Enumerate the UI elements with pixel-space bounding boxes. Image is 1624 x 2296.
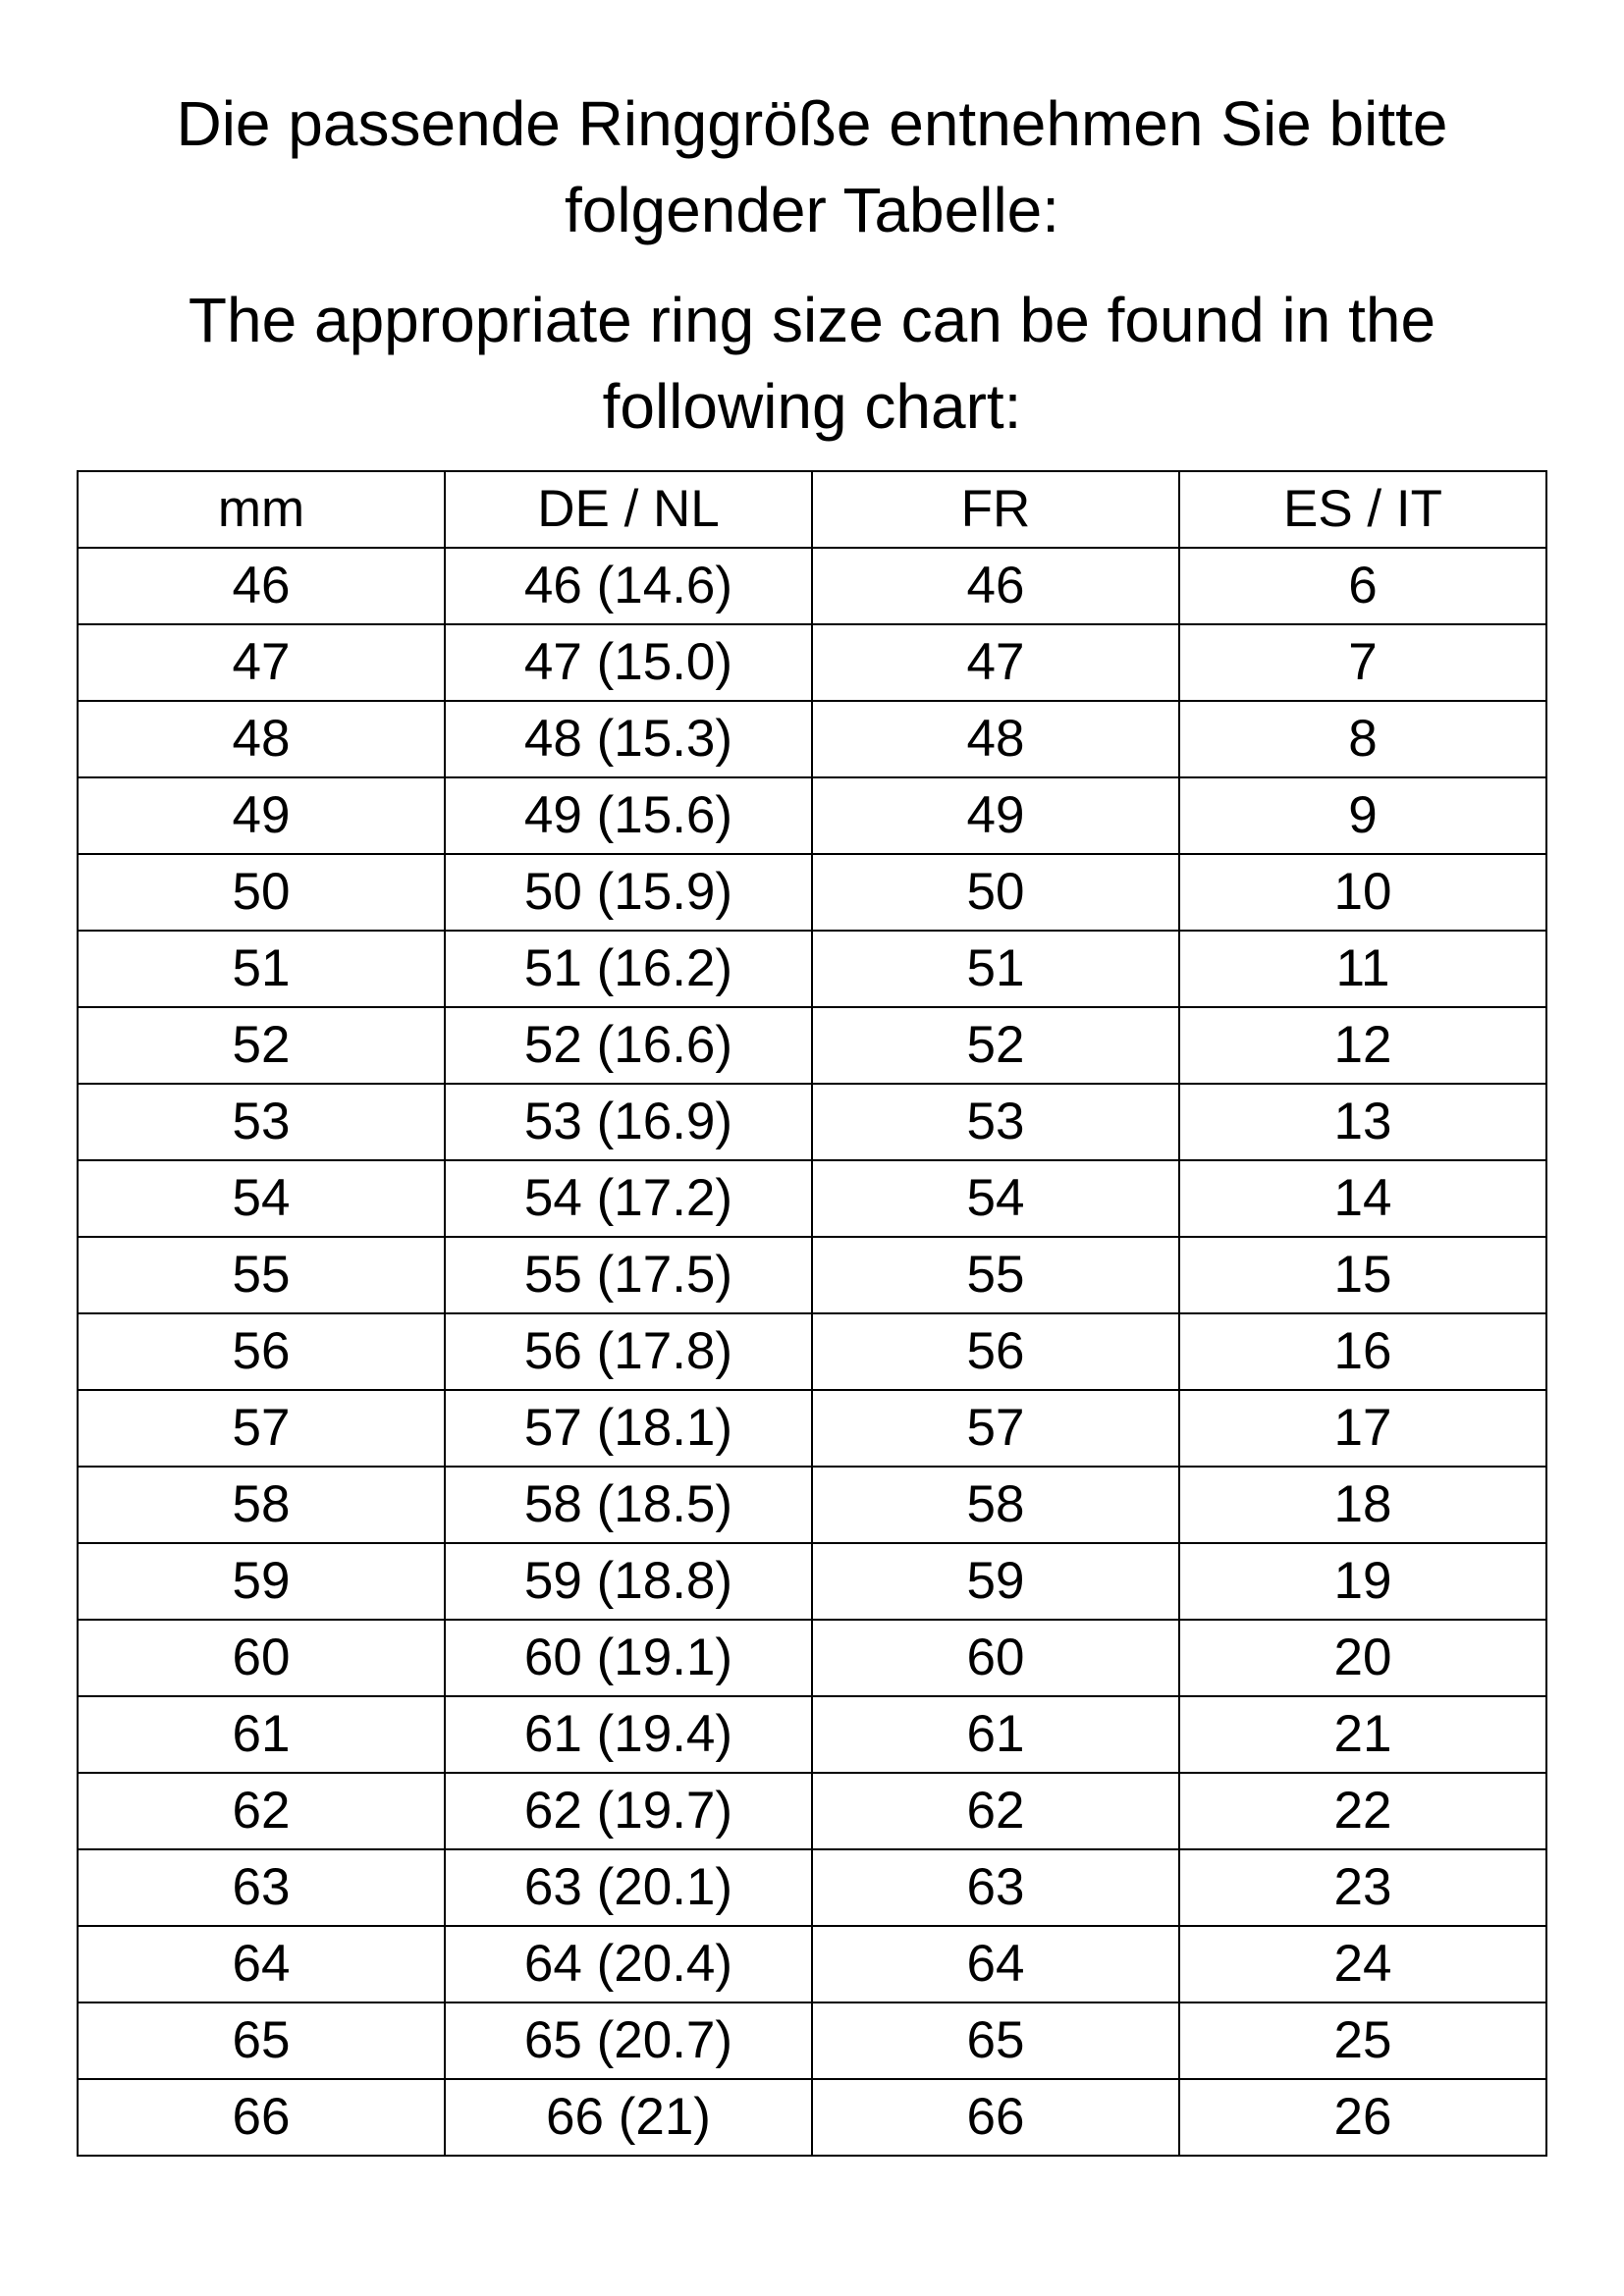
cell-es-it: 16 — [1179, 1313, 1546, 1390]
cell-fr: 55 — [812, 1237, 1179, 1313]
table-row — [78, 931, 1546, 1007]
cell-fr: 58 — [812, 1467, 1179, 1543]
table-row — [78, 1390, 1546, 1467]
cell-es-it: 21 — [1179, 1696, 1546, 1773]
cell-mm: 47 — [78, 624, 445, 701]
cell-es-it: 18 — [1179, 1467, 1546, 1543]
table-row — [78, 1467, 1546, 1543]
cell-es-it: 12 — [1179, 1007, 1546, 1084]
cell-es-it: 25 — [1179, 2002, 1546, 2079]
heading-english-line-2: following chart: — [602, 371, 1022, 442]
cell-de-nl: 60 (19.1) — [445, 1620, 812, 1696]
cell-fr: 66 — [812, 2079, 1179, 2156]
heading-german-line-1: Die passende Ringgröße entnehmen Sie bitte — [176, 88, 1448, 159]
table-row — [78, 777, 1546, 854]
cell-mm: 53 — [78, 1084, 445, 1160]
cell-fr: 52 — [812, 1007, 1179, 1084]
cell-fr: 53 — [812, 1084, 1179, 1160]
table-body — [78, 548, 1546, 2156]
cell-mm: 52 — [78, 1007, 445, 1084]
cell-mm: 65 — [78, 2002, 445, 2079]
cell-mm: 63 — [78, 1849, 445, 1926]
cell-mm: 51 — [78, 931, 445, 1007]
cell-mm: 54 — [78, 1160, 445, 1237]
table-row — [78, 1160, 1546, 1237]
cell-es-it: 26 — [1179, 2079, 1546, 2156]
cell-mm: 66 — [78, 2079, 445, 2156]
cell-fr: 59 — [812, 1543, 1179, 1620]
table-row — [78, 548, 1546, 624]
cell-es-it: 15 — [1179, 1237, 1546, 1313]
table-row — [78, 854, 1546, 931]
heading-german-line-2: folgender Tabelle: — [564, 175, 1060, 245]
table-row — [78, 1237, 1546, 1313]
cell-de-nl: 59 (18.8) — [445, 1543, 812, 1620]
heading-german — [0, 80, 1624, 253]
cell-de-nl: 52 (16.6) — [445, 1007, 812, 1084]
cell-de-nl: 58 (18.5) — [445, 1467, 812, 1543]
cell-fr: 65 — [812, 2002, 1179, 2079]
cell-es-it: 9 — [1179, 777, 1546, 854]
cell-mm: 62 — [78, 1773, 445, 1849]
cell-de-nl: 51 (16.2) — [445, 931, 812, 1007]
cell-fr: 46 — [812, 548, 1179, 624]
cell-fr: 60 — [812, 1620, 1179, 1696]
cell-fr: 61 — [812, 1696, 1179, 1773]
cell-es-it: 11 — [1179, 931, 1546, 1007]
ring-size-table — [77, 470, 1547, 2157]
cell-mm: 61 — [78, 1696, 445, 1773]
cell-es-it: 8 — [1179, 701, 1546, 777]
table-row — [78, 2002, 1546, 2079]
header-de-nl: DE / NL — [445, 471, 812, 548]
cell-de-nl: 57 (18.1) — [445, 1390, 812, 1467]
table-row — [78, 2079, 1546, 2156]
table-row — [78, 1620, 1546, 1696]
cell-fr: 48 — [812, 701, 1179, 777]
cell-de-nl: 48 (15.3) — [445, 701, 812, 777]
cell-de-nl: 46 (14.6) — [445, 548, 812, 624]
cell-es-it: 13 — [1179, 1084, 1546, 1160]
cell-de-nl: 55 (17.5) — [445, 1237, 812, 1313]
table-row — [78, 1543, 1546, 1620]
table-row — [78, 1696, 1546, 1773]
table-row — [78, 701, 1546, 777]
cell-de-nl: 49 (15.6) — [445, 777, 812, 854]
cell-de-nl: 61 (19.4) — [445, 1696, 812, 1773]
cell-fr: 49 — [812, 777, 1179, 854]
cell-mm: 50 — [78, 854, 445, 931]
table-row — [78, 1084, 1546, 1160]
cell-mm: 56 — [78, 1313, 445, 1390]
cell-de-nl: 64 (20.4) — [445, 1926, 812, 2002]
cell-de-nl: 65 (20.7) — [445, 2002, 812, 2079]
cell-fr: 51 — [812, 931, 1179, 1007]
cell-mm: 58 — [78, 1467, 445, 1543]
header-fr: FR — [812, 471, 1179, 548]
cell-es-it: 6 — [1179, 548, 1546, 624]
table-row — [78, 1849, 1546, 1926]
cell-mm: 57 — [78, 1390, 445, 1467]
cell-es-it: 20 — [1179, 1620, 1546, 1696]
cell-fr: 64 — [812, 1926, 1179, 2002]
cell-es-it: 24 — [1179, 1926, 1546, 2002]
cell-fr: 57 — [812, 1390, 1179, 1467]
cell-es-it: 22 — [1179, 1773, 1546, 1849]
cell-mm: 60 — [78, 1620, 445, 1696]
table-row — [78, 1313, 1546, 1390]
cell-es-it: 7 — [1179, 624, 1546, 701]
cell-mm: 46 — [78, 548, 445, 624]
cell-mm: 59 — [78, 1543, 445, 1620]
cell-mm: 49 — [78, 777, 445, 854]
cell-es-it: 17 — [1179, 1390, 1546, 1467]
cell-de-nl: 53 (16.9) — [445, 1084, 812, 1160]
header-mm: mm — [78, 471, 445, 548]
table-header-row — [78, 471, 1546, 548]
cell-fr: 54 — [812, 1160, 1179, 1237]
table-row — [78, 624, 1546, 701]
cell-es-it: 10 — [1179, 854, 1546, 931]
cell-es-it: 14 — [1179, 1160, 1546, 1237]
cell-fr: 63 — [812, 1849, 1179, 1926]
cell-mm: 55 — [78, 1237, 445, 1313]
heading-english-line-1: The appropriate ring size can be found in the — [188, 285, 1436, 355]
cell-de-nl: 56 (17.8) — [445, 1313, 812, 1390]
cell-mm: 48 — [78, 701, 445, 777]
table-row — [78, 1773, 1546, 1849]
cell-fr: 56 — [812, 1313, 1179, 1390]
cell-de-nl: 63 (20.1) — [445, 1849, 812, 1926]
table-row — [78, 1926, 1546, 2002]
cell-de-nl: 54 (17.2) — [445, 1160, 812, 1237]
cell-fr: 62 — [812, 1773, 1179, 1849]
cell-mm: 64 — [78, 1926, 445, 2002]
cell-de-nl: 50 (15.9) — [445, 854, 812, 931]
cell-es-it: 19 — [1179, 1543, 1546, 1620]
cell-es-it: 23 — [1179, 1849, 1546, 1926]
cell-de-nl: 62 (19.7) — [445, 1773, 812, 1849]
cell-de-nl: 47 (15.0) — [445, 624, 812, 701]
header-es-it: ES / IT — [1179, 471, 1546, 548]
cell-fr: 50 — [812, 854, 1179, 931]
heading-english — [0, 277, 1624, 450]
cell-fr: 47 — [812, 624, 1179, 701]
table-row — [78, 1007, 1546, 1084]
cell-de-nl: 66 (21) — [445, 2079, 812, 2156]
